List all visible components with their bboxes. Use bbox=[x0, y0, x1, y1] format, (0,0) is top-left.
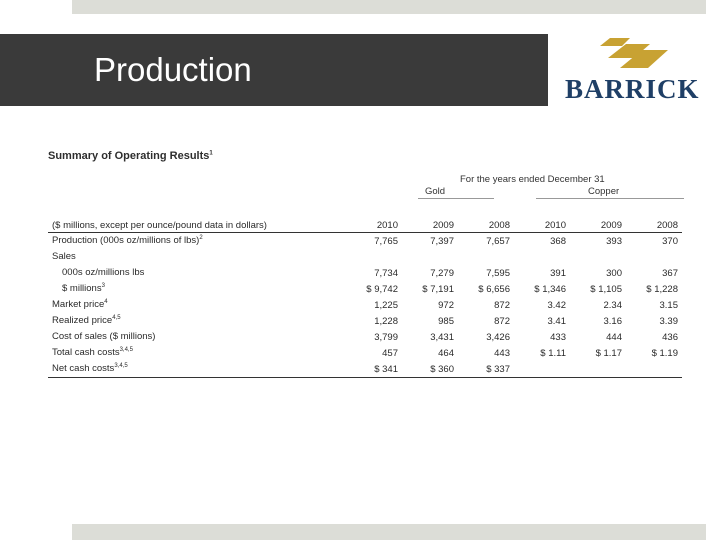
table-cell: 1,228 bbox=[374, 315, 398, 327]
group-label-copper: Copper bbox=[588, 186, 620, 197]
table-cell: 368 bbox=[550, 235, 566, 247]
barrick-logo-mark-icon bbox=[600, 36, 670, 70]
column-header-year: 2010 bbox=[346, 218, 402, 233]
table-row bbox=[48, 297, 682, 313]
row-label: Net cash costs$^{3,4,5}$ bbox=[48, 361, 346, 378]
page-title: Production bbox=[94, 51, 252, 88]
table-cell: $ 6,656 bbox=[478, 283, 510, 295]
table-cell bbox=[626, 361, 682, 378]
bottom-decorative-strip bbox=[72, 524, 706, 540]
table-cell: 7,657 bbox=[486, 235, 510, 247]
column-header-units: ($ millions, except per ounce/pound data in dollars) bbox=[48, 218, 346, 233]
table-cell: 457 bbox=[382, 347, 398, 359]
table-header-row bbox=[48, 218, 682, 233]
operating-results-table-block bbox=[48, 150, 684, 378]
table-cell: 370 bbox=[662, 235, 678, 247]
table-cell: $ 1.19 bbox=[651, 347, 678, 359]
table-row bbox=[48, 265, 682, 281]
table-cell: 7,734 bbox=[374, 267, 398, 279]
row-label: 000s oz/millions lbs bbox=[62, 267, 145, 279]
table-cell: 7,595 bbox=[486, 267, 510, 279]
table-title: Summary of Operating Results$^1$ bbox=[48, 150, 213, 162]
table-cell bbox=[458, 249, 514, 265]
table-cell: $ 360 bbox=[402, 361, 458, 378]
table-row bbox=[48, 281, 682, 297]
table-row bbox=[48, 361, 682, 378]
table-cell: 443 bbox=[494, 347, 510, 359]
table-cell: 464 bbox=[438, 347, 454, 359]
table-cell: 7,397 bbox=[430, 235, 454, 247]
table-cell: $ 341 bbox=[346, 361, 402, 378]
table-cell: 391 bbox=[550, 267, 566, 279]
column-header-year: 2008 bbox=[626, 218, 682, 233]
table-cell: 3,799 bbox=[374, 331, 398, 343]
column-header-year: 2009 bbox=[570, 218, 626, 233]
table-cell bbox=[402, 249, 458, 265]
table-cell bbox=[514, 249, 570, 265]
table-cell: 433 bbox=[550, 331, 566, 343]
table-cell bbox=[570, 361, 626, 378]
table-cell: 3.41 bbox=[547, 315, 566, 327]
table-cell bbox=[626, 249, 682, 265]
table-cell: 3.39 bbox=[659, 315, 678, 327]
table-cell: 3.16 bbox=[603, 315, 622, 327]
table-cell: $ 1,346 bbox=[534, 283, 566, 295]
table-cell: 444 bbox=[606, 331, 622, 343]
row-label: Sales bbox=[52, 251, 76, 263]
table-row bbox=[48, 313, 682, 329]
table-cell: 985 bbox=[438, 315, 454, 327]
table-cell: $ 337 bbox=[458, 361, 514, 378]
table-cell: $ 1,228 bbox=[646, 283, 678, 295]
operating-results-table bbox=[48, 218, 682, 378]
column-header-year: 2009 bbox=[402, 218, 458, 233]
table-row bbox=[48, 345, 682, 361]
table-cell: 7,765 bbox=[374, 235, 398, 247]
table-row bbox=[48, 249, 682, 265]
table-cell: 2.34 bbox=[603, 299, 622, 311]
group-label-gold: Gold bbox=[425, 186, 446, 197]
table-cell: $ 9,742 bbox=[366, 283, 398, 295]
column-header-year: 2010 bbox=[514, 218, 570, 233]
table-cell: 393 bbox=[606, 235, 622, 247]
table-cell: 1,225 bbox=[374, 299, 398, 311]
row-label: $ millions$^3$ bbox=[62, 283, 105, 295]
table-cell: 7,279 bbox=[430, 267, 454, 279]
table-cell: $ 1.17 bbox=[595, 347, 622, 359]
row-label: Realized price$^{4,5}$ bbox=[52, 315, 121, 327]
table-cell: 872 bbox=[494, 299, 510, 311]
table-cell: 367 bbox=[662, 267, 678, 279]
table-cell: 3.42 bbox=[547, 299, 566, 311]
table-cell: 436 bbox=[662, 331, 678, 343]
group-rule-gold bbox=[418, 198, 494, 199]
group-rule-copper bbox=[536, 198, 684, 199]
row-label: Production (000s oz/millions of lbs)$^2$ bbox=[52, 235, 203, 247]
period-label: For the years ended December 31 bbox=[460, 174, 605, 185]
table-row bbox=[48, 233, 682, 250]
table-cell: 3,431 bbox=[430, 331, 454, 343]
table-cell: 972 bbox=[438, 299, 454, 311]
table-cell bbox=[570, 249, 626, 265]
column-header-year: 2008 bbox=[458, 218, 514, 233]
table-cell bbox=[346, 249, 402, 265]
table-cell: 3.15 bbox=[659, 299, 678, 311]
top-decorative-strip bbox=[72, 0, 706, 14]
title-bar bbox=[0, 34, 548, 106]
table-cell: $ 7,191 bbox=[422, 283, 454, 295]
row-label: Market price$^4$ bbox=[52, 299, 108, 311]
row-label: Total cash costs$^{3,4,5}$ bbox=[52, 347, 133, 359]
table-cell bbox=[514, 361, 570, 378]
table-cell: 3,426 bbox=[486, 331, 510, 343]
table-cell: $ 1,105 bbox=[590, 283, 622, 295]
table-cell: 300 bbox=[606, 267, 622, 279]
table-row bbox=[48, 329, 682, 345]
table-cell: 872 bbox=[494, 315, 510, 327]
row-label: Cost of sales ($ millions) bbox=[52, 331, 156, 343]
table-cell: $ 1.11 bbox=[540, 347, 566, 359]
barrick-logo-text: BARRICK bbox=[565, 74, 700, 104]
